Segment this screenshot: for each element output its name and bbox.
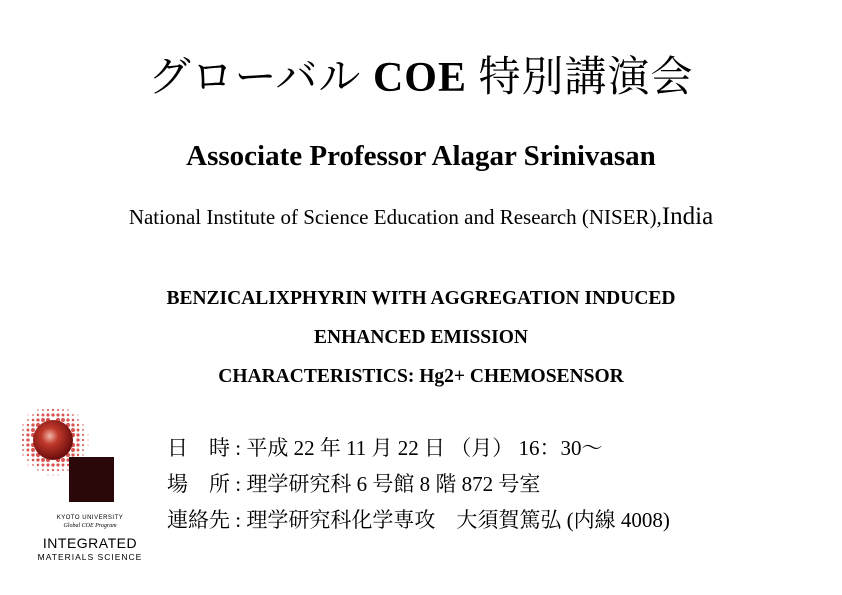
title-jp-prefix: グローバル bbox=[148, 55, 362, 101]
speaker-affiliation bbox=[0, 203, 842, 231]
talk-title bbox=[0, 279, 842, 396]
program-logo bbox=[20, 405, 160, 570]
detail-datetime: 日 時 : 平成 22 年 11 月 22 日 （月） 16：30〜 bbox=[167, 436, 603, 460]
logo-sphere-icon bbox=[20, 405, 160, 510]
page-title bbox=[0, 44, 842, 104]
logo-program: Global COE Program bbox=[63, 523, 117, 529]
talk-title-line: ENHANCED EMISSION bbox=[314, 327, 528, 348]
detail-place: 場 所 : 理学研究科 6 号館 8 階 872 号室 bbox=[167, 472, 541, 496]
title-jp-suffix: 特別講演会 bbox=[478, 55, 694, 101]
logo-name-line1: INTEGRATED bbox=[42, 535, 138, 551]
speaker-name: Associate Professor Alagar Srinivasan bbox=[186, 140, 656, 172]
talk-title-line: BENZICALIXPHYRIN WITH AGGREGATION INDUCED bbox=[166, 288, 676, 309]
event-details bbox=[167, 430, 670, 538]
logo-name-line2: MATERIALS SCIENCE bbox=[37, 552, 143, 562]
logo-university: KYOTO UNIVERSITY bbox=[56, 515, 124, 521]
affiliation-text: National Institute of Science Education and Research (NISER), bbox=[128, 205, 662, 229]
affiliation-country: India bbox=[661, 203, 714, 230]
detail-contact: 連絡先 : 理学研究科化学専攻 大須賀篤弘 (内線 4008) bbox=[167, 508, 670, 532]
talk-title-line: CHARACTERISTICS: Hg2+ CHEMOSENSOR bbox=[218, 366, 624, 387]
title-en: COE bbox=[372, 55, 467, 101]
